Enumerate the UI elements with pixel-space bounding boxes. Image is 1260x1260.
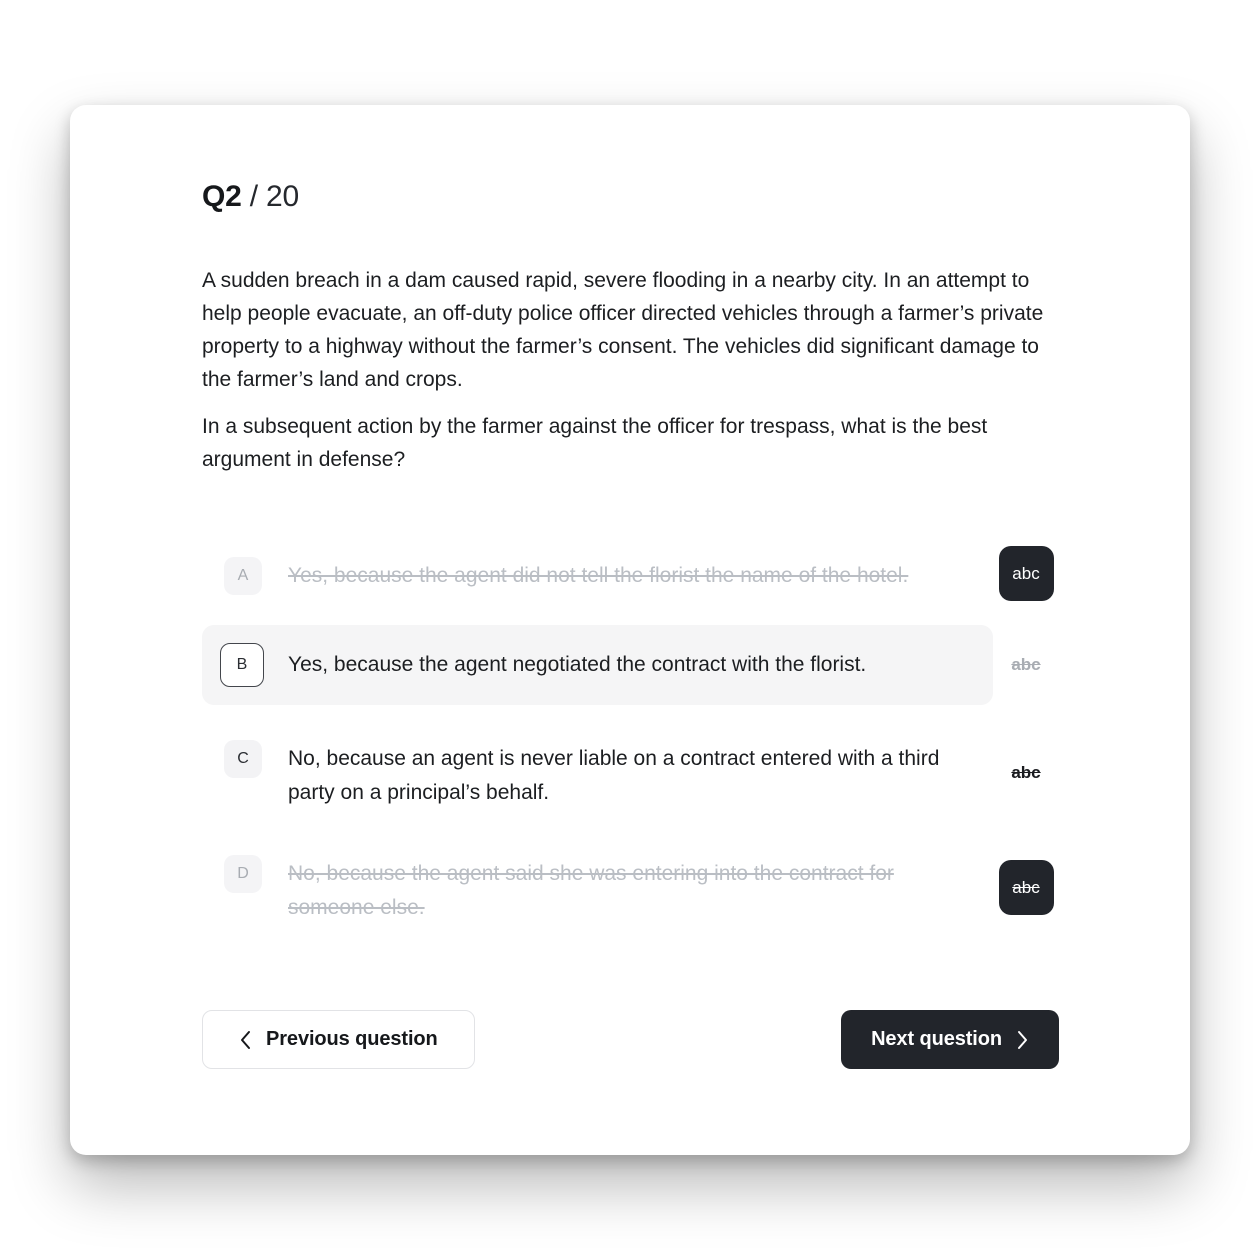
option-d-abc-button[interactable]: abc — [999, 860, 1054, 915]
question-total: / 20 — [241, 180, 299, 213]
previous-question-button[interactable] — [202, 1010, 475, 1069]
option-row-c — [202, 725, 1059, 820]
question-paragraph-1: A sudden breach in a dam caused rapid, severe flooding in a nearby city. In an attempt to help people evacuate, an off-duty police officer directed vehicles through a farmer’s private property to a highway without the farmer’s consent. The vehicles did significant damage to the farmer’s land and crops. — [202, 269, 1044, 391]
option-a-marker-slot — [993, 546, 1059, 601]
option-c-text: No, because an agent is never liable on a contract entered with a third party on a principal’s behalf. — [288, 747, 940, 804]
option-b[interactable] — [202, 625, 993, 705]
option-d[interactable] — [202, 840, 993, 935]
answer-options — [202, 542, 1059, 955]
previous-question-label: Previous question — [266, 1028, 438, 1050]
option-row-d — [202, 840, 1059, 935]
question-progress — [202, 180, 1059, 214]
option-a-letter-badge: A — [224, 557, 262, 595]
option-b-text: Yes, because the agent negotiated the contract with the florist. — [288, 653, 867, 676]
option-c-letter-badge: C — [224, 740, 262, 778]
next-question-label: Next question — [871, 1028, 1002, 1050]
option-d-text: No, because the agent said she was entering into the contract for someone else. — [288, 862, 894, 919]
option-c-abc-button[interactable]: abc — [1011, 762, 1041, 782]
question-paragraph-2: In a subsequent action by the farmer against the officer for trespass, what is the best argument in defense? — [202, 415, 988, 471]
option-b-abc-button[interactable]: abc — [1011, 655, 1041, 674]
option-d-marker-slot — [993, 860, 1059, 915]
question-number: Q2 — [202, 180, 242, 213]
chevron-left-icon — [239, 1029, 252, 1051]
question-body — [202, 264, 1059, 476]
option-b-letter-badge: B — [220, 643, 264, 687]
option-d-letter-badge: D — [224, 855, 262, 893]
option-c[interactable] — [202, 725, 993, 820]
option-c-marker-slot — [993, 763, 1059, 783]
option-row-a — [202, 542, 1059, 605]
chevron-right-icon — [1016, 1029, 1029, 1051]
question-nav — [202, 1010, 1059, 1069]
option-a[interactable] — [202, 542, 993, 605]
quiz-card — [70, 105, 1190, 1155]
option-b-marker-slot — [993, 655, 1059, 675]
option-a-abc-button[interactable]: abc — [999, 546, 1054, 601]
option-a-text: Yes, because the agent did not tell the florist the name of the hotel. — [288, 564, 909, 587]
option-row-b — [202, 625, 1059, 705]
next-question-button[interactable] — [841, 1010, 1059, 1069]
